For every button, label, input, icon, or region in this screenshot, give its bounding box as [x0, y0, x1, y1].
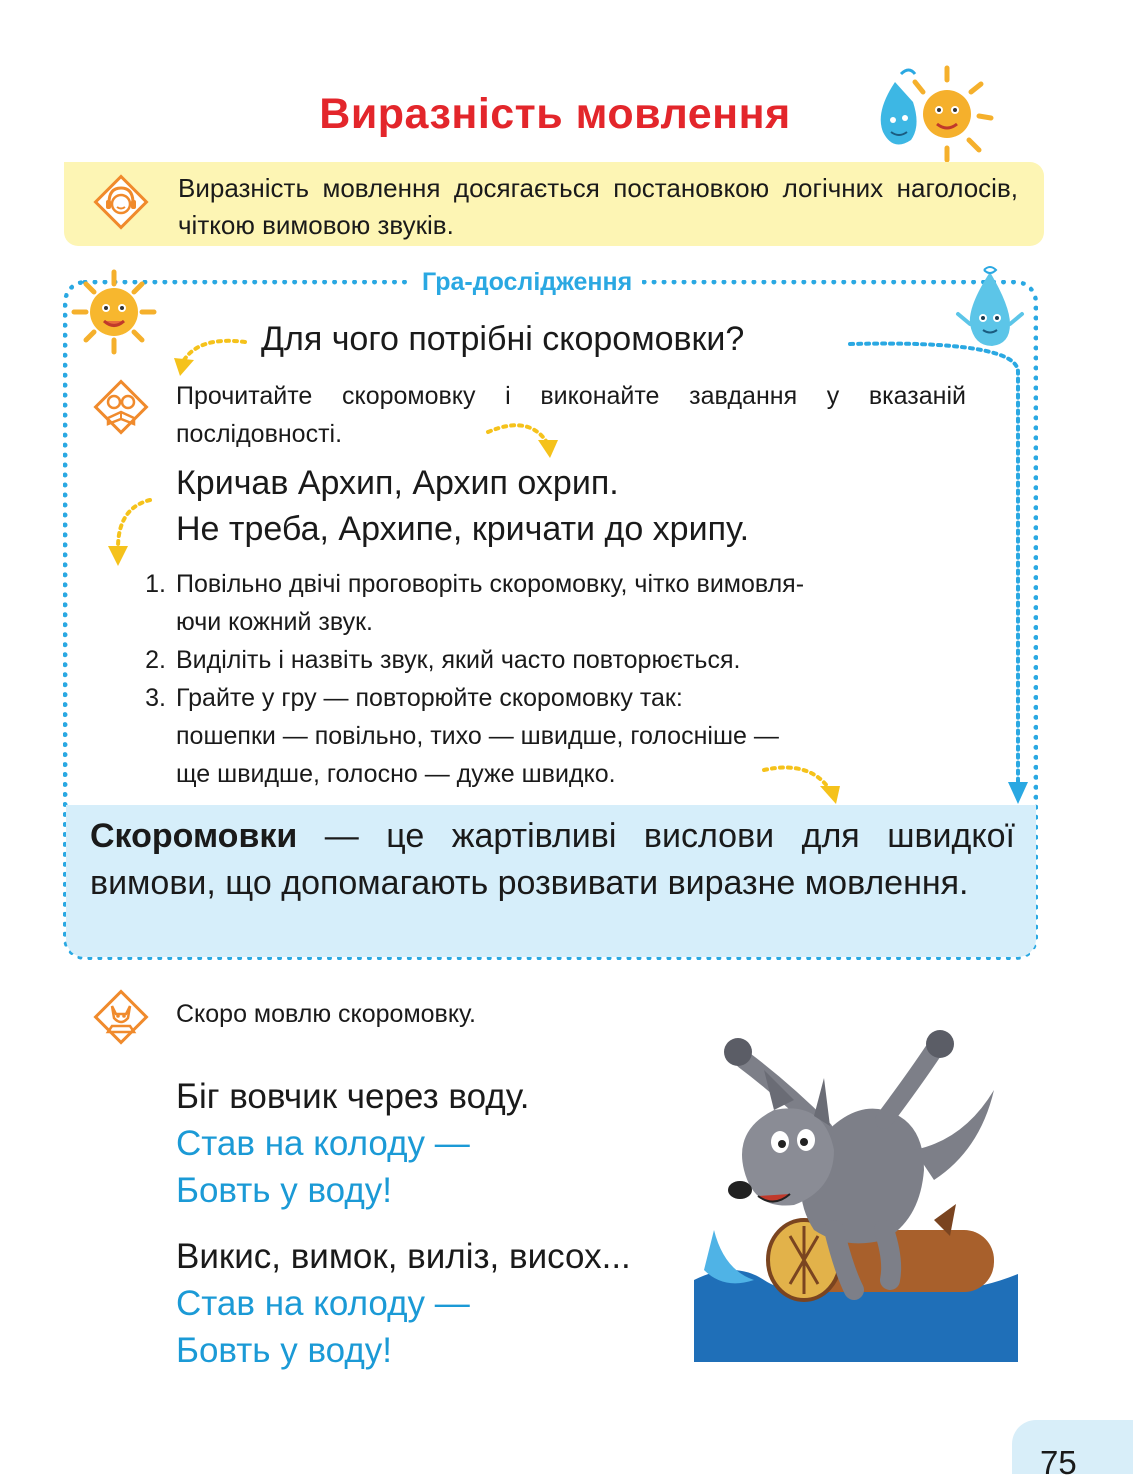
- definition-text: [90, 813, 1015, 907]
- list-item: [128, 565, 988, 641]
- list-item: [128, 641, 988, 679]
- wolf-illustration: [694, 1030, 1018, 1362]
- reading-kids-icon: [92, 378, 150, 436]
- step-line: пошепки — повільно, тихо — швидше, голосніше —: [176, 722, 779, 750]
- steps-list: [128, 565, 988, 793]
- step-number: 3.: [145, 684, 166, 712]
- page-number: 75: [1040, 1444, 1077, 1481]
- task2-text: Скоро мовлю скоромовку.: [176, 1000, 476, 1028]
- step-line: Виділіть і назвіть звук, який часто повторюється.: [176, 646, 741, 674]
- step-number: 2.: [145, 646, 166, 674]
- poem-line: Став на колоду —: [176, 1124, 470, 1163]
- step-line: ще швидше, голосно — дуже швидко.: [176, 760, 616, 788]
- tongue-twister: [176, 460, 749, 552]
- poem-stanza-2: [176, 1233, 631, 1374]
- poem-line: Бовть у воду!: [176, 1171, 393, 1210]
- definition-rest: — це жартівливі вислови для швидкої вимови, що допомагають розвивати виразне мовлення.: [90, 817, 1015, 902]
- step-line: Грайте у гру — повторюйте скоромовку так:: [176, 684, 683, 712]
- step-number: 1.: [145, 570, 166, 598]
- instruction-text: Прочитайте скоромовку і виконайте завдання у вказаній послідовності.: [176, 382, 966, 448]
- tongue-twister-line: Не треба, Архипе, кричати до хрипу.: [176, 510, 750, 548]
- rule-text: Виразність мовлення досягається постановкою логічних наголосів, чіткою вимовою звуків.: [178, 173, 1018, 240]
- game-question: Для чого потрібні скоромовки?: [255, 320, 750, 359]
- game-label: Гра-дослідження: [412, 268, 642, 297]
- poem-line: Бовть у воду!: [176, 1331, 393, 1370]
- list-item: [128, 679, 988, 793]
- definition-term: Скоромовки: [90, 817, 298, 855]
- tongue-twister-line: Кричав Архип, Архип охрип.: [176, 464, 619, 502]
- poem-line: Біг вовчик через воду.: [176, 1077, 530, 1116]
- page-title: Виразність мовлення: [319, 90, 791, 138]
- poem-line: Став на колоду —: [176, 1284, 470, 1323]
- step-line: Повільно двічі проговоріть скоромовку, чітко вимовля-: [176, 570, 805, 598]
- poem-line: Викис, вимок, виліз, висох...: [176, 1237, 631, 1276]
- step-line: ючи кожний звук.: [176, 608, 373, 636]
- writing-fox-icon: [92, 988, 150, 1046]
- poem-stanza-1: [176, 1073, 529, 1214]
